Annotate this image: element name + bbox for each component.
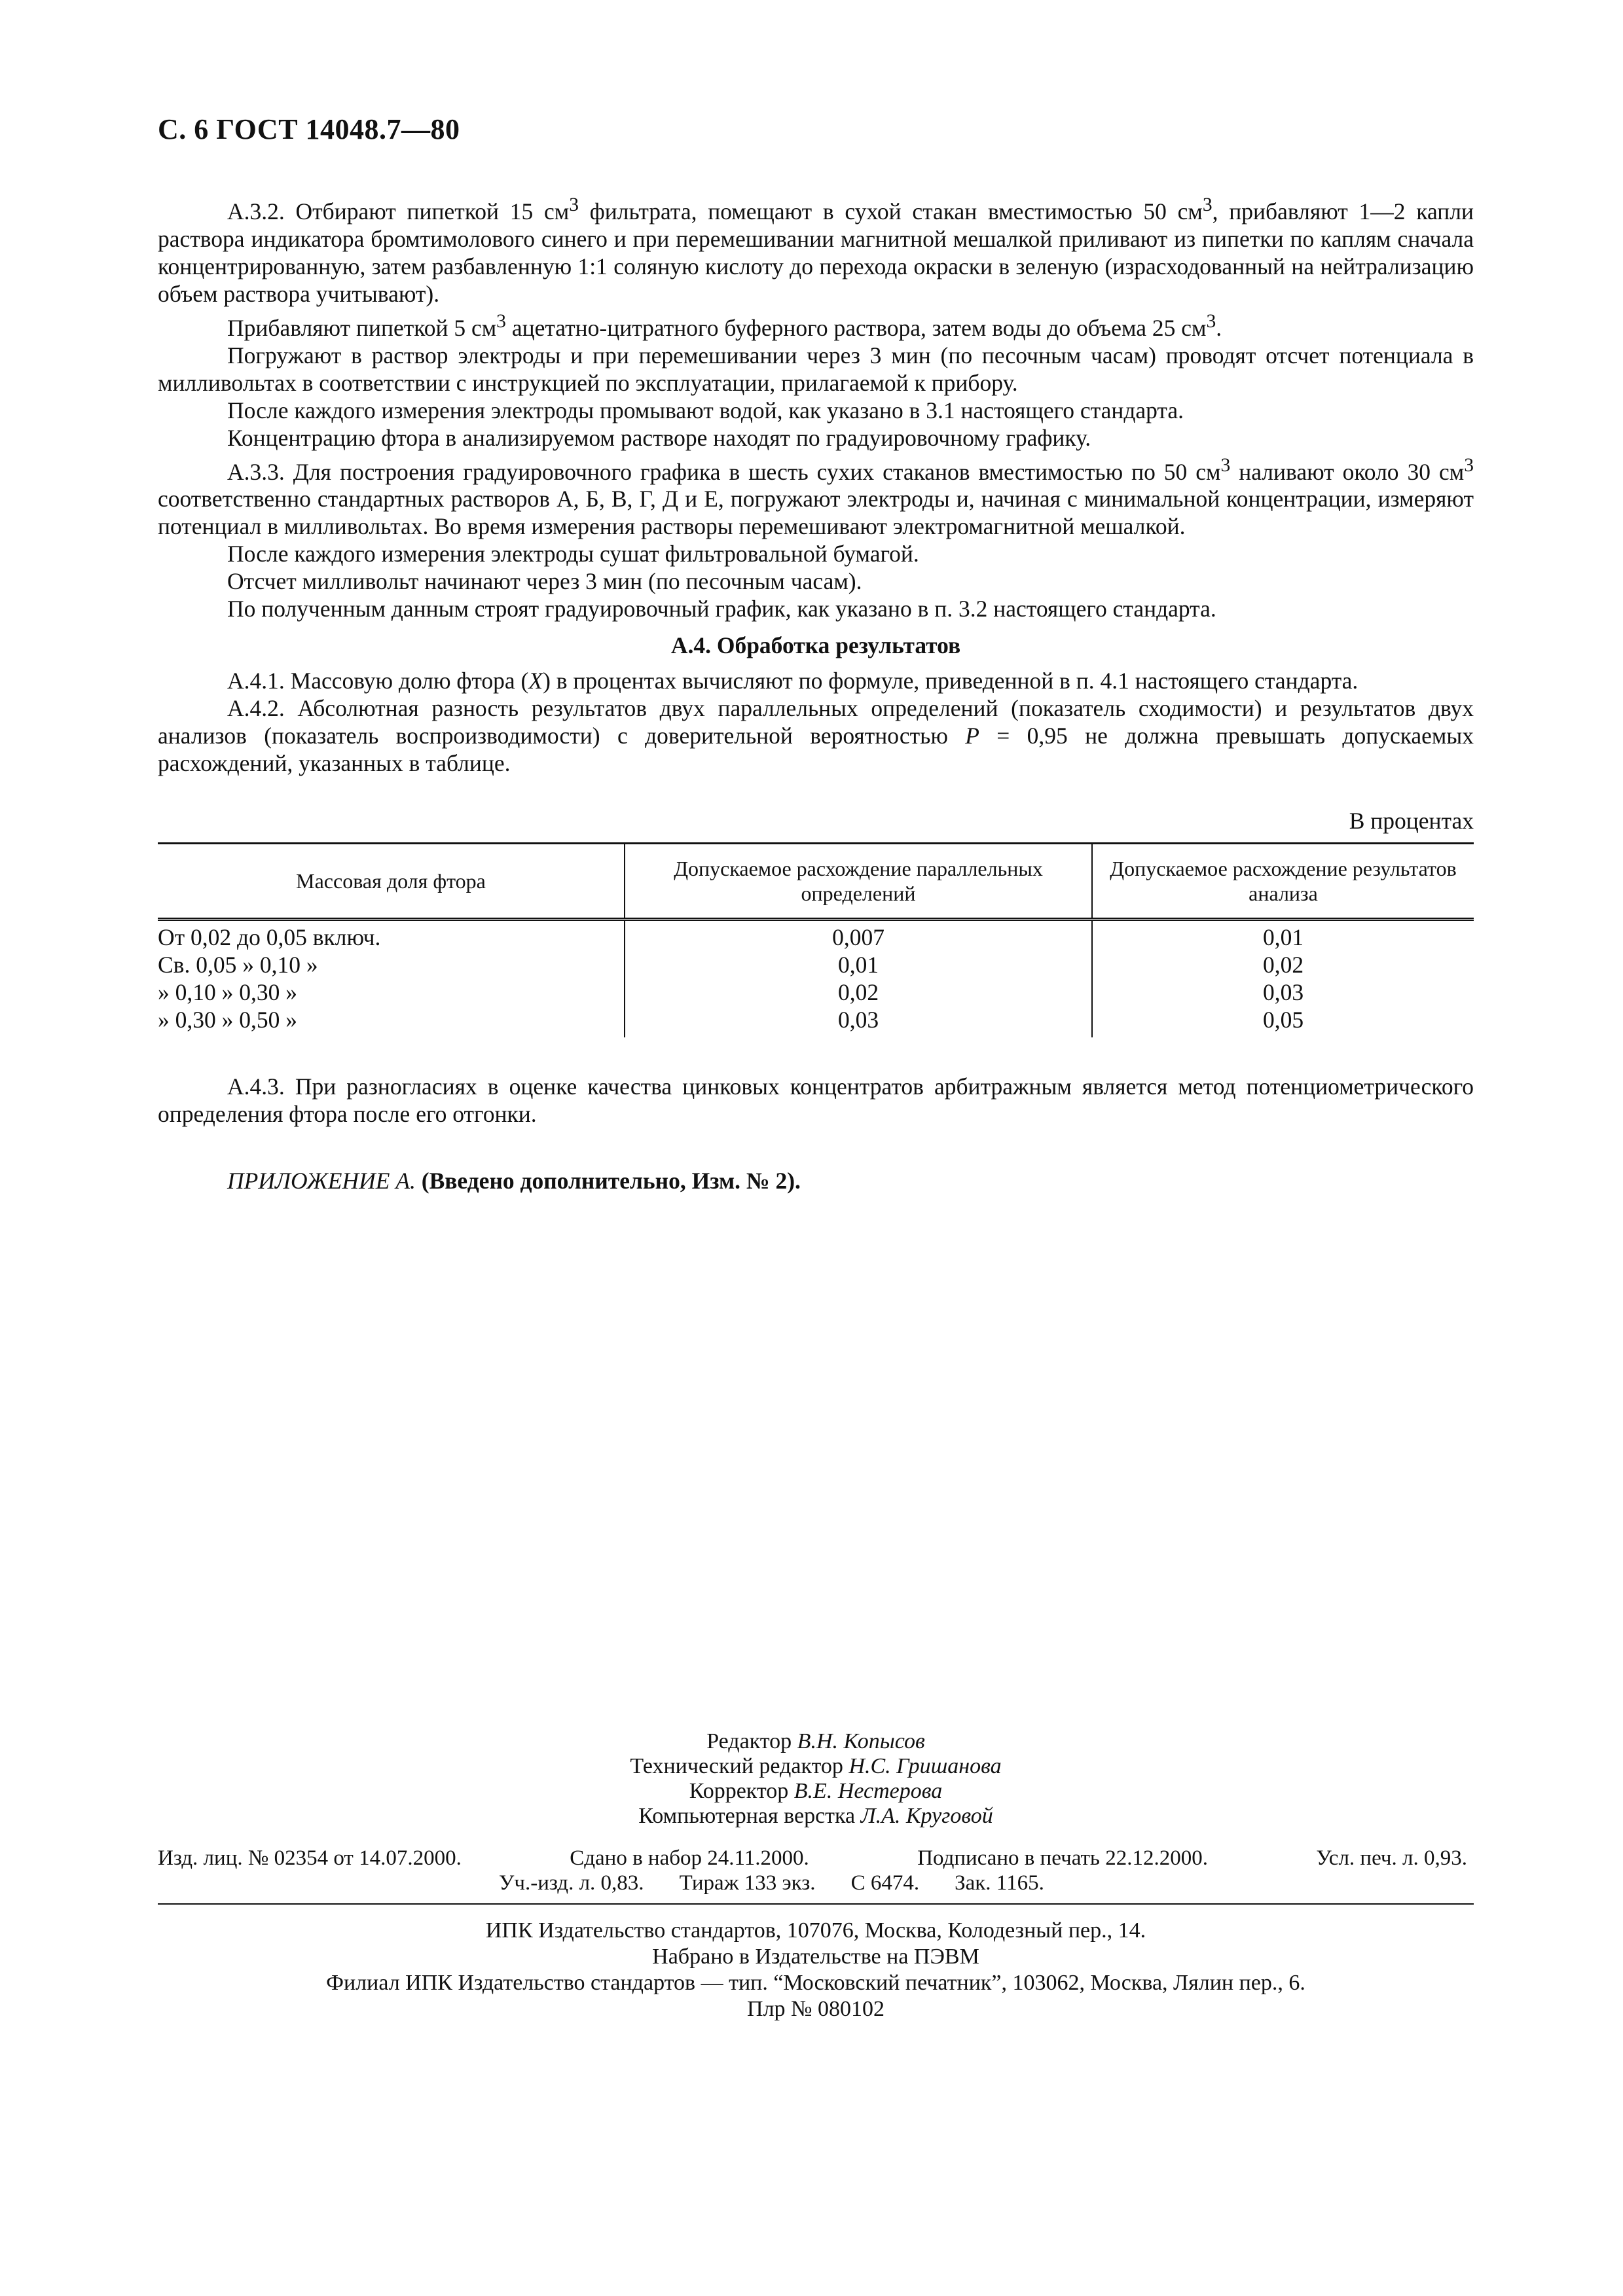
table-header-cell: Допускаемое расхождение параллельных определений <box>625 844 1092 920</box>
table-cell: 0,02 <box>625 978 1092 1006</box>
publication-row <box>158 1871 1467 1895</box>
credit-editor: Редактор В.Н. Копысов <box>706 1729 925 1753</box>
publication-info <box>158 1846 1467 1895</box>
table-unit-caption: В процентах <box>1349 808 1474 834</box>
table-row <box>158 920 1474 952</box>
table-header-cell: Допускаемое расхождение результатов анализа <box>1092 844 1474 920</box>
circulation: Тираж 133 экз. <box>679 1871 816 1895</box>
table-cell: 0,01 <box>625 951 1092 978</box>
paragraph-a4-2: А.4.2. Абсолютная разность результатов двух параллельных определений (показатель сходимости) и результатов двух анализов (показатель воспроизводимости) с доверительной вероятностью P = 0,95 не должна превышать допускаемых расхождений, указанных в таблице. <box>158 695 1474 777</box>
printer-line: Набрано в Издательстве на ПЭВМ <box>652 1945 979 1969</box>
table-cell: 0,01 <box>1092 920 1474 952</box>
table-cell: 0,02 <box>1092 951 1474 978</box>
table-row <box>158 951 1474 978</box>
table-cell: 0,03 <box>1092 978 1474 1006</box>
paragraph-graph: По полученным данным строят градуировочный график, как указано в п. 3.2 настоящего стандарта. <box>227 596 1216 622</box>
paragraph-concentration: Концентрацию фтора в анализируемом растворе находят по градуировочному графику. <box>227 424 1091 451</box>
printer-info <box>158 1918 1474 2022</box>
paragraph-a4-1: А.4.1. Массовую долю фтора (X) в процентах вычисляют по формуле, приведенной в п. 4.1 настоящего стандарта. <box>227 668 1359 694</box>
page-header: С. 6 ГОСТ 14048.7—80 <box>158 113 460 145</box>
order-number: Зак. 1165. <box>955 1871 1044 1895</box>
paragraph-a4-3: А.4.3. При разногласиях в оценке качества цинковых концентратов арбитражным является метод потенциометрического определения фтора после его отгонки. <box>158 1073 1474 1128</box>
footer-divider <box>158 1903 1474 1905</box>
license-info: Изд. лиц. № 02354 от 14.07.2000. <box>158 1846 462 1870</box>
paragraph-reading: Отсчет милливольт начинают через 3 мин (по песочным часам). <box>227 568 862 595</box>
paragraph-a3-3: А.3.3. Для построения градуировочного графика в шесть сухих стаканов вместимостью по 50 $см^3$ наливают около 30 $см^3$ соответственно стандартных растворов А, Б, В, Г, Д и Е, погружают электроды и, начиная с минимальной концентрации, измеряют потенциал в милливольтах. Во время измерения растворы перемешивают электромагнитной мешалкой. <box>158 454 1474 540</box>
section-heading-a4: А.4. Обработка результатов <box>670 632 961 659</box>
credit-proofreader: Корректор В.Е. Нестерова <box>689 1779 943 1803</box>
typeset-date: Сдано в набор 24.11.2000. <box>570 1846 809 1870</box>
appendix-note: ПРИЛОЖЕНИЕ А. (Введено дополнительно, Изм. № 2). <box>227 1168 801 1194</box>
main-text <box>158 191 1474 1194</box>
printer-line: ИПК Издательство стандартов, 107076, Москва, Колодезный пер., 14. <box>485 1918 1146 1943</box>
paragraph-dry: После каждого измерения электроды сушат фильтровальной бумагой. <box>227 541 919 567</box>
table-cell: » 0,30 » 0,50 » <box>158 1007 297 1033</box>
table-cell: Св. 0,05 » 0,10 » <box>158 952 318 978</box>
credit-layout: Компьютерная верстка Л.А. Круговой <box>638 1804 993 1828</box>
printer-line: Плр № 080102 <box>747 1997 884 2021</box>
paragraph-a3-2: А.3.2. Отбирают пипеткой 15 $см^3$ фильтрата, помещают в сухой стакан вместимостью 50 $см^3$, прибавляют 1—2 капли раствора индикатора бромтимолового синего и при перемешивании магнитной мешалкой приливают из пипетки по каплям сначала концентрированную, затем разбавленную 1:1 соляную кислоту до перехода окраски в зеленую (израсходованный на нейтрализацию объем раствора учитывают). <box>158 194 1474 307</box>
paragraph-measure: Погружают в раствор электроды и при перемешивании через 3 мин (по песочным часам) проводят отсчет потенциала в милливольтах в соответствии с инструкцией по эксплуатации, прилагаемой к прибору. <box>158 342 1474 396</box>
printer-line: Филиал ИПК Издательство стандартов — тип. “Московский печатник”, 103062, Москва, Лялин пер., 6. <box>326 1971 1305 1995</box>
editorial-credits <box>158 1729 1474 1829</box>
publisher-sheets: Уч.-изд. л. 0,83. <box>499 1871 644 1895</box>
table-row <box>158 1006 1474 1037</box>
table-header-row <box>158 844 1474 920</box>
results-table <box>158 842 1474 1037</box>
table-header-cell: Массовая доля фтора <box>158 844 625 920</box>
paragraph-rinse: После каждого измерения электроды промывают водой, как указано в 3.1 настоящего стандарта. <box>227 397 1184 423</box>
print-sheets: Усл. печ. л. 0,93. <box>1316 1846 1467 1870</box>
publication-row <box>158 1846 1467 1871</box>
credit-tech-editor: Технический редактор Н.С. Гришанова <box>630 1754 1002 1778</box>
paragraph-buffer: Прибавляют пипеткой 5 $см^3$ ацетатно-цитратного буферного раствора, затем воды до объема 25 $см^3$. <box>227 310 1222 341</box>
print-code: С 6474. <box>850 1871 920 1895</box>
table-cell: От 0,02 до 0,05 включ. <box>158 924 381 951</box>
table-row <box>158 978 1474 1006</box>
table-cell: 0,05 <box>1092 1006 1474 1037</box>
signed-date: Подписано в печать 22.12.2000. <box>917 1846 1208 1870</box>
table-cell: » 0,10 » 0,30 » <box>158 979 297 1006</box>
table-cell: 0,03 <box>625 1006 1092 1037</box>
table-cell: 0,007 <box>625 920 1092 952</box>
